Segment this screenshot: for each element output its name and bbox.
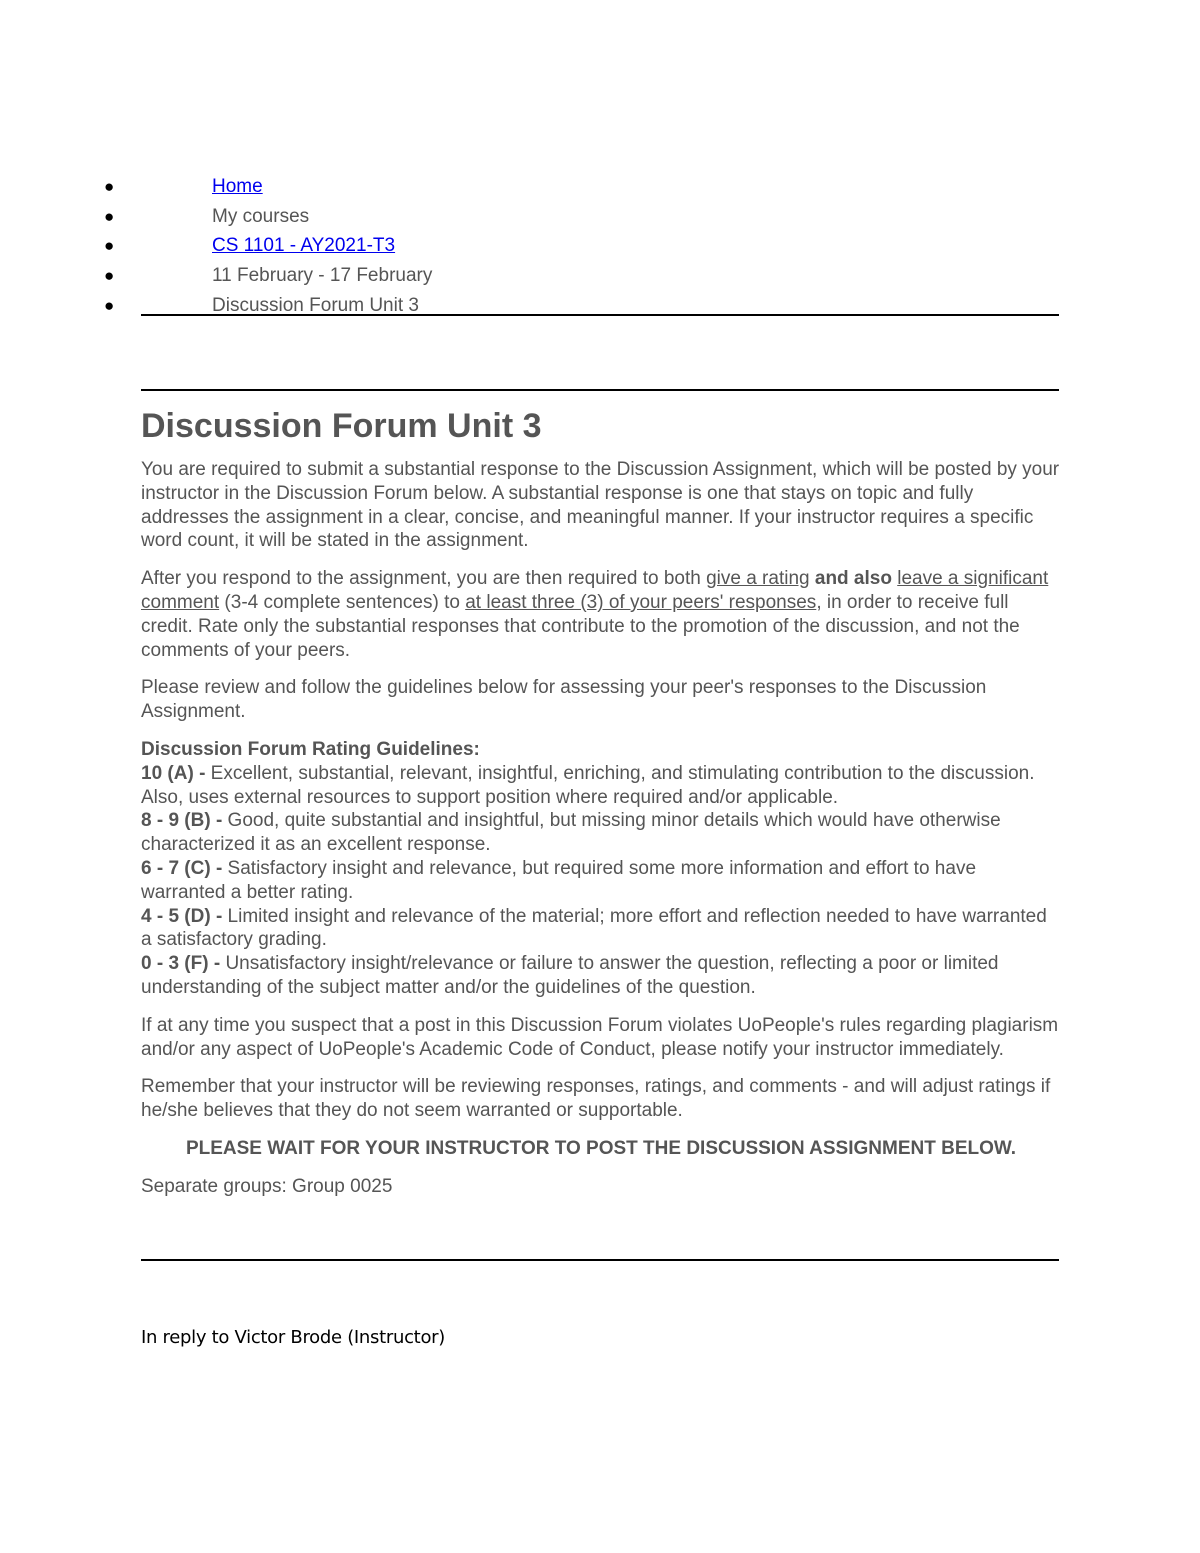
respond-text-after: , in order to receive full credit. Rate only the substantial responses that contribute to the promotion of the discussion, and not the comments of your peers. bbox=[141, 591, 1020, 661]
guideline-grade: 10 (A) - bbox=[141, 762, 206, 784]
breadcrumb-item-course bbox=[0, 231, 1200, 261]
guideline-item-a bbox=[141, 763, 1034, 808]
guideline-item-c bbox=[141, 858, 976, 903]
reply-header: In reply to Victor Brode (Instructor) bbox=[141, 1327, 445, 1348]
intro-paragraph: You are required to submit a substantial response to the Discussion Assignment, which will be posted by your instructor in the Discussion Forum below. A substantial response is one that stays on topic and fully addresses the assignment in a clear, concise, and meaningful manner. If your instructor requires a specific word count, it will be stated in the assignment. bbox=[141, 459, 1060, 552]
conduct-paragraph: If at any time you suspect that a post in this Discussion Forum violates UoPeople's rules regarding plagiarism and/or any aspect of UoPeople's Academic Code of Conduct, please notify your instructor immediately. bbox=[141, 1014, 1059, 1060]
breadcrumb-item-my-courses bbox=[0, 202, 1200, 232]
forum-label: Discussion Forum Unit 3 bbox=[212, 294, 419, 316]
remember-paragraph: Remember that your instructor will be reviewing responses, ratings, and comments - and will adjust ratings if he/she believes that they do not seem warranted or supportable. bbox=[141, 1076, 1051, 1122]
breadcrumb-item-week bbox=[0, 261, 1200, 291]
week-label: 11 February - 17 February bbox=[212, 265, 433, 287]
review-paragraph: Please review and follow the guidelines below for assessing your peer's responses to the Discussion Assignment. bbox=[141, 677, 987, 723]
and-also-text: and also bbox=[814, 568, 892, 590]
rating-guidelines bbox=[141, 738, 1061, 1000]
breadcrumb bbox=[0, 172, 1200, 320]
peers-responses-text: at least three (3) of your peers' responses bbox=[465, 591, 817, 613]
divider-top bbox=[141, 314, 1059, 316]
group-label: Separate groups: Group 0025 bbox=[141, 1175, 393, 1197]
bullet-icon: ● bbox=[104, 295, 115, 315]
guideline-grade: 8 - 9 (B) - bbox=[141, 810, 223, 832]
guideline-item-b bbox=[141, 810, 1001, 855]
divider-bottom bbox=[141, 1259, 1059, 1261]
guideline-text: Excellent, substantial, relevant, insightful, enriching, and stimulating contribution to the discussion. Also, uses external resources to support position where required and/or applicable. bbox=[141, 762, 1035, 808]
guideline-text: Good, quite substantial and insightful, but missing minor details which would have otherwise characterized it as an excellent response. bbox=[141, 810, 1001, 856]
respond-text-middle: (3-4 complete sentences) to bbox=[219, 591, 466, 613]
home-link[interactable]: Home bbox=[212, 176, 263, 197]
guideline-text: Unsatisfactory insight/relevance or failure to answer the question, reflecting a poor or limited understanding of the subject matter and/or the guidelines of the question. bbox=[141, 953, 999, 998]
forum-intro bbox=[141, 400, 1061, 1213]
my-courses-label: My courses bbox=[212, 205, 310, 227]
course-link[interactable]: CS 1101 - AY2021-T3 bbox=[212, 235, 396, 257]
guideline-grade: 6 - 7 (C) - bbox=[141, 857, 223, 879]
guideline-text: Satisfactory insight and relevance, but required some more information and effort to have warranted a better rating. bbox=[141, 857, 977, 903]
page-title: Discussion Forum Unit 3 bbox=[141, 407, 542, 445]
divider-header bbox=[141, 389, 1059, 391]
give-rating-text: give a rating bbox=[706, 568, 810, 590]
guideline-item-d bbox=[141, 906, 1047, 951]
guideline-grade: 0 - 3 (F) - bbox=[141, 953, 221, 975]
respond-paragraph bbox=[141, 567, 1061, 662]
guideline-item-f bbox=[141, 953, 999, 998]
bullet-icon: ● bbox=[104, 206, 115, 226]
guidelines-heading: Discussion Forum Rating Guidelines: bbox=[141, 738, 480, 760]
breadcrumb-item-home bbox=[0, 172, 1200, 202]
bullet-icon: ● bbox=[104, 266, 115, 286]
respond-text-before: After you respond to the assignment, you are then required to both bbox=[141, 568, 707, 590]
guideline-grade: 4 - 5 (D) - bbox=[141, 905, 223, 927]
wait-notice: PLEASE WAIT FOR YOUR INSTRUCTOR TO POST THE DISCUSSION ASSIGNMENT BELOW. bbox=[185, 1137, 1017, 1159]
bullet-icon: ● bbox=[104, 177, 115, 196]
bullet-icon: ● bbox=[104, 236, 115, 256]
guideline-text: Limited insight and relevance of the material; more effort and reflection needed to have warranted a satisfactory grading. bbox=[141, 905, 1047, 951]
leave-comment-text: leave a significant comment bbox=[141, 568, 1049, 613]
